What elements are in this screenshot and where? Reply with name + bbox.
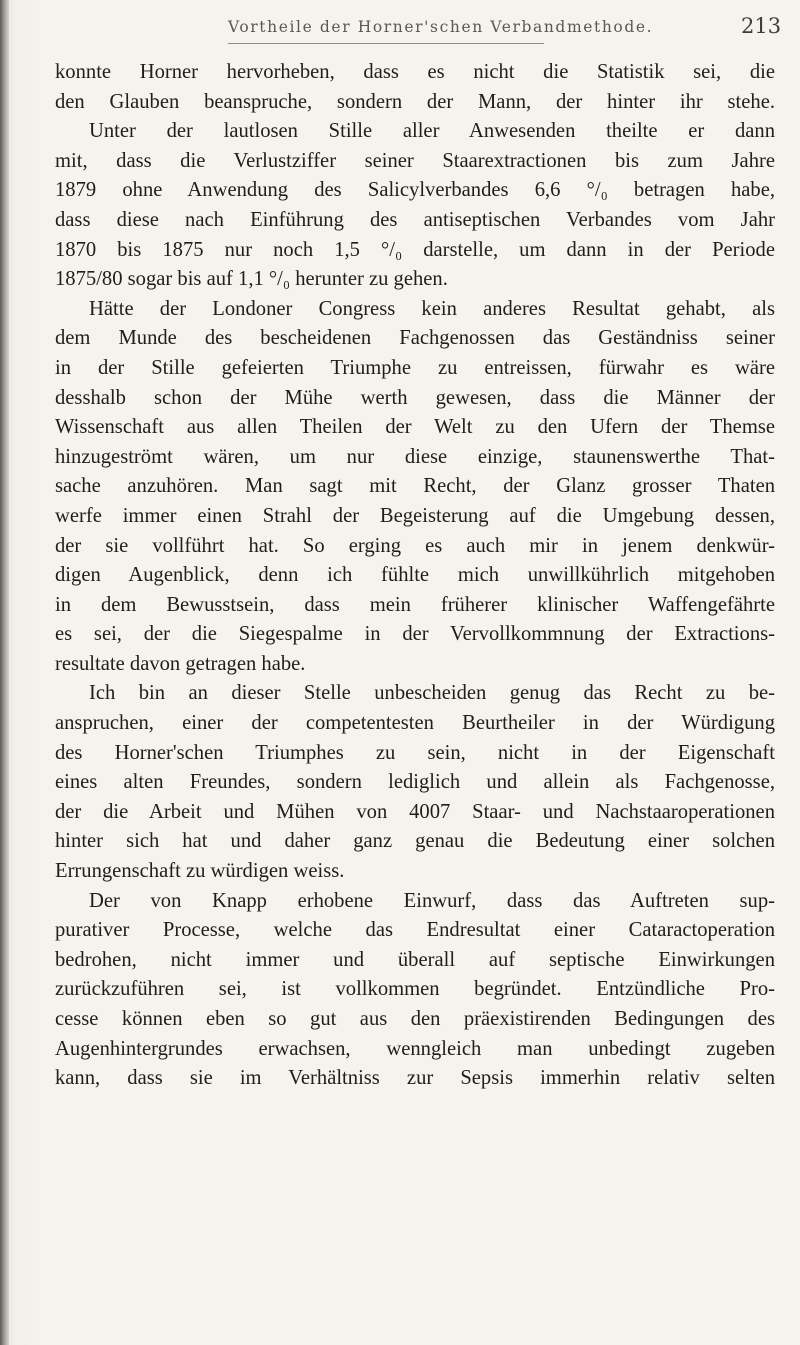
text-line: der die Arbeit und Mühen von 4007 Staar- und Nachstaaroperationen	[55, 800, 775, 823]
text-line: Der von Knapp erhobene Einwurf, dass das Auftreten sup-	[89, 889, 775, 912]
text-line: es sei, der die Siegespalme in der Vervollkommnung der Extractions-	[55, 623, 775, 646]
text-line: zurückzuführen sei, ist vollkommen begründet. Entzündliche Pro-	[55, 978, 775, 1001]
text-line: hinter sich hat und daher ganz genau die Bedeutung einer solchen	[55, 830, 775, 853]
text-line: anspruchen, einer der competentesten Beurtheiler in der Würdigung	[55, 712, 775, 735]
text-line: bedrohen, nicht immer und überall auf septische Einwirkungen	[55, 948, 775, 971]
text-line: dem Munde des bescheidenen Fachgenossen das Geständniss seiner	[55, 327, 775, 350]
text-line: den Glauben beanspruche, sondern der Mann, der hinter ihr stehe.	[55, 90, 775, 113]
text-line: Errungenschaft zu würdigen weiss.	[55, 860, 345, 883]
text-line: in der Stille gefeierten Triumphe zu entreissen, fürwahr es wäre	[55, 356, 775, 379]
page-number: 213	[741, 14, 782, 38]
header-rule	[228, 43, 544, 44]
running-head: Vortheile der Horner'schen Verbandmethode.	[228, 18, 654, 36]
binding-edge	[0, 0, 9, 1345]
page-header	[228, 12, 788, 52]
text-line: 1870 bis 1875 nur noch 1,5 °/₀ darstelle, um dann in der Periode	[55, 238, 775, 261]
text-line: des Horner'schen Triumphes zu sein, nicht in der Eigenschaft	[55, 741, 775, 764]
text-line: dass diese nach Einführung des antiseptischen Verbandes vom Jahr	[55, 208, 775, 231]
text-line: Ich bin an dieser Stelle unbescheiden genug das Recht zu be-	[89, 682, 775, 705]
text-line: desshalb schon der Mühe werth gewesen, dass die Männer der	[55, 386, 775, 409]
text-line: mit, dass die Verlustziffer seiner Staarextractionen bis zum Jahre	[55, 149, 775, 172]
text-line: eines alten Freundes, sondern lediglich und allein als Fachgenosse,	[55, 771, 775, 794]
text-line: kann, dass sie im Verhältniss zur Sepsis immerhin relativ selten	[55, 1067, 775, 1090]
text-line: Unter der lautlosen Stille aller Anwesenden theilte er dann	[89, 120, 775, 143]
text-line: 1875/80 sogar bis auf 1,1 °/₀ herunter zu gehen.	[55, 268, 448, 291]
text-line: Hätte der Londoner Congress kein anderes Resultat gehabt, als	[89, 297, 775, 320]
text-line: resultate davon getragen habe.	[55, 652, 306, 675]
text-line: konnte Horner hervorheben, dass es nicht die Statistik sei, die	[55, 61, 775, 83]
text-line: in dem Bewusstsein, dass mein früherer klinischer Waffengefährte	[55, 593, 775, 616]
text-line: werfe immer einen Strahl der Begeisterung auf die Umgebung dessen,	[55, 504, 775, 527]
text-line: digen Augenblick, denn ich fühlte mich unwillkührlich mitgehoben	[55, 564, 775, 587]
text-line: sache anzuhören. Man sagt mit Recht, der Glanz grosser Thaten	[55, 475, 775, 498]
text-line: der sie vollführt hat. So erging es auch mir in jenem denkwür-	[55, 534, 775, 557]
text-line: Wissenschaft aus allen Theilen der Welt zu den Ufern der Themse	[55, 416, 775, 439]
text-line: cesse können eben so gut aus den präexistirenden Bedingungen des	[55, 1008, 775, 1030]
text-line: purativer Processe, welche das Endresultat einer Cataractoperation	[55, 919, 775, 942]
text-line: Augenhintergrundes erwachsen, wenngleich man unbedingt zugeben	[55, 1037, 775, 1060]
text-line: hinzugeströmt wären, um nur diese einzige, staunenswerthe That-	[55, 445, 775, 468]
text-line: 1879 ohne Anwendung des Salicylverbandes 6,6 °/₀ betragen habe,	[55, 179, 775, 202]
body-text	[55, 58, 775, 1094]
